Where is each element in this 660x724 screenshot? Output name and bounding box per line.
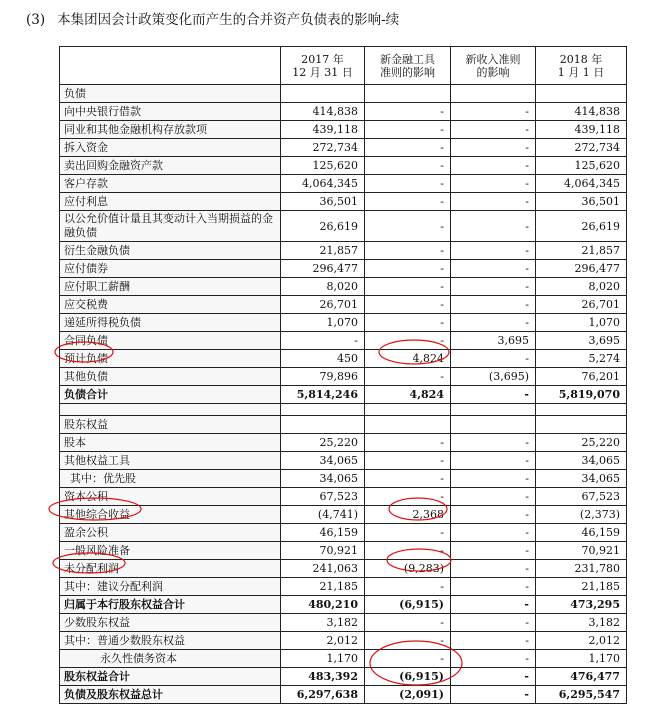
cell-new-rev — [451, 416, 536, 434]
cell-new-fin: - — [365, 542, 451, 560]
cell-new-rev: - — [451, 560, 536, 578]
row-label: 客户存款 — [60, 175, 281, 193]
table-row — [60, 332, 627, 350]
cell-new-fin: - — [365, 103, 451, 121]
cell-year2017: 70,921 — [281, 542, 365, 560]
cell-year2018: 5,274 — [536, 350, 627, 368]
cell-new-fin: - — [365, 278, 451, 296]
cell-new-fin: - — [365, 242, 451, 260]
cell-new-rev: - — [451, 434, 536, 452]
row-label: 其他负债 — [60, 368, 281, 386]
cell-new-fin: - — [365, 524, 451, 542]
cell-year2017: (4,741) — [281, 506, 365, 524]
cell-new-rev: - — [451, 193, 536, 211]
cell-new-fin: - — [365, 452, 451, 470]
row-label: 预计负债 — [60, 350, 281, 368]
row-label: 归属于本行股东权益合计 — [60, 596, 281, 614]
cell-year2017: 25,220 — [281, 434, 365, 452]
cell-year2018: 3,182 — [536, 614, 627, 632]
cell-new-rev: - — [451, 386, 536, 404]
cell-year2018: 6,295,547 — [536, 686, 627, 704]
cell-year2017: 296,477 — [281, 260, 365, 278]
header-new-financial-instruments: 新金融工具 准则的影响 — [365, 47, 451, 85]
table-row — [60, 668, 627, 686]
cell-year2017: 26,701 — [281, 296, 365, 314]
cell-year2017: 4,064,345 — [281, 175, 365, 193]
cell-new-fin — [365, 404, 451, 416]
table-row — [60, 157, 627, 175]
cell-year2017: 125,620 — [281, 157, 365, 175]
table-row — [60, 632, 627, 650]
row-label: 资本公积 — [60, 488, 281, 506]
cell-year2018: (2,373) — [536, 506, 627, 524]
cell-year2017: 2,012 — [281, 632, 365, 650]
row-label: 递延所得税负债 — [60, 314, 281, 332]
table-row — [60, 488, 627, 506]
row-label: 负债及股东权益总计 — [60, 686, 281, 704]
table-row — [60, 296, 627, 314]
row-label — [60, 404, 281, 416]
cell-year2017: 6,297,638 — [281, 686, 365, 704]
cell-new-rev: - — [451, 242, 536, 260]
cell-new-fin: 2,368 — [365, 506, 451, 524]
cell-year2018: 70,921 — [536, 542, 627, 560]
cell-year2017: 46,159 — [281, 524, 365, 542]
row-label: 向中央银行借款 — [60, 103, 281, 121]
cell-year2017: 414,838 — [281, 103, 365, 121]
cell-new-fin: - — [365, 368, 451, 386]
cell-new-rev: - — [451, 157, 536, 175]
cell-new-rev: 3,695 — [451, 332, 536, 350]
row-label: 未分配利润 — [60, 560, 281, 578]
cell-new-fin: (6,915) — [365, 668, 451, 686]
cell-new-fin — [365, 416, 451, 434]
cell-year2017: 483,392 — [281, 668, 365, 686]
table-row — [60, 452, 627, 470]
row-label: 一般风险准备 — [60, 542, 281, 560]
cell-new-fin: (2,091) — [365, 686, 451, 704]
cell-new-rev: - — [451, 524, 536, 542]
table-row — [60, 260, 627, 278]
cell-year2018: 21,185 — [536, 578, 627, 596]
cell-year2018: 296,477 — [536, 260, 627, 278]
page-title — [26, 8, 399, 28]
row-label: 盈余公积 — [60, 524, 281, 542]
cell-year2018: 8,020 — [536, 278, 627, 296]
table-row — [60, 434, 627, 452]
cell-new-rev: - — [451, 542, 536, 560]
cell-new-rev: - — [451, 488, 536, 506]
header-2018: 2018 年 1 月 1 日 — [536, 47, 627, 85]
row-label: 股东权益 — [60, 416, 281, 434]
row-label: 其中：优先股 — [60, 470, 281, 488]
section-title: 本集团因会计政策变化而产生的合并资产负债表的影响-续 — [57, 12, 400, 28]
table-row — [60, 596, 627, 614]
cell-year2018: 476,477 — [536, 668, 627, 686]
table-row — [60, 416, 627, 434]
cell-new-rev: - — [451, 139, 536, 157]
cell-year2017: 34,065 — [281, 452, 365, 470]
row-label: 其中：普通少数股东权益 — [60, 632, 281, 650]
row-label: 负债合计 — [60, 386, 281, 404]
row-label: 其中：建议分配利润 — [60, 578, 281, 596]
table-row — [60, 524, 627, 542]
cell-year2017: 8,020 — [281, 278, 365, 296]
cell-new-rev: - — [451, 614, 536, 632]
row-label: 负债 — [60, 85, 281, 103]
cell-year2018: 272,734 — [536, 139, 627, 157]
cell-year2018: 473,295 — [536, 596, 627, 614]
cell-new-fin: (6,915) — [365, 596, 451, 614]
cell-year2018: 1,070 — [536, 314, 627, 332]
cell-year2017: 34,065 — [281, 470, 365, 488]
table-row — [60, 542, 627, 560]
cell-year2018: 67,523 — [536, 488, 627, 506]
cell-year2018: 231,780 — [536, 560, 627, 578]
cell-new-fin: - — [365, 121, 451, 139]
cell-year2018 — [536, 404, 627, 416]
cell-new-rev: - — [451, 121, 536, 139]
row-label: 同业和其他金融机构存放款项 — [60, 121, 281, 139]
cell-new-rev: - — [451, 668, 536, 686]
cell-new-rev: - — [451, 260, 536, 278]
cell-new-fin: - — [365, 488, 451, 506]
cell-new-fin: - — [365, 157, 451, 175]
cell-new-rev: - — [451, 650, 536, 668]
table-row — [60, 175, 627, 193]
row-label: 其他综合收益 — [60, 506, 281, 524]
cell-new-rev: - — [451, 506, 536, 524]
row-label: 少数股东权益 — [60, 614, 281, 632]
cell-year2017: 439,118 — [281, 121, 365, 139]
row-label: 拆入资金 — [60, 139, 281, 157]
cell-year2017: 79,896 — [281, 368, 365, 386]
cell-new-fin: - — [365, 314, 451, 332]
header-new-revenue-standard: 新收入准则 的影响 — [451, 47, 536, 85]
cell-year2017: 21,185 — [281, 578, 365, 596]
cell-year2017: 272,734 — [281, 139, 365, 157]
row-label: 应付利息 — [60, 193, 281, 211]
cell-new-rev: - — [451, 452, 536, 470]
cell-new-fin: - — [365, 139, 451, 157]
table-row — [60, 121, 627, 139]
cell-year2018: 5,819,070 — [536, 386, 627, 404]
cell-year2018: 21,857 — [536, 242, 627, 260]
cell-year2018: 25,220 — [536, 434, 627, 452]
cell-new-rev: - — [451, 296, 536, 314]
cell-year2018 — [536, 85, 627, 103]
table-row — [60, 686, 627, 704]
header-blank — [60, 47, 281, 85]
cell-year2017: 1,170 — [281, 650, 365, 668]
table-row — [60, 193, 627, 211]
header-2017: 2017 年 12 月 31 日 — [281, 47, 365, 85]
balance-sheet-table — [59, 46, 627, 704]
cell-new-fin: - — [365, 296, 451, 314]
cell-year2018 — [536, 416, 627, 434]
cell-new-rev: - — [451, 470, 536, 488]
cell-new-rev — [451, 85, 536, 103]
cell-new-fin: - — [365, 470, 451, 488]
cell-new-rev: - — [451, 103, 536, 121]
cell-year2018: 439,118 — [536, 121, 627, 139]
table-row — [60, 614, 627, 632]
cell-new-fin: - — [365, 614, 451, 632]
cell-new-rev: - — [451, 578, 536, 596]
table-row — [60, 470, 627, 488]
cell-new-rev: - — [451, 278, 536, 296]
header-row — [60, 47, 627, 85]
cell-year2017: 36,501 — [281, 193, 365, 211]
table-row — [60, 650, 627, 668]
cell-year2017: 26,619 — [281, 211, 365, 242]
cell-new-fin: - — [365, 434, 451, 452]
cell-new-fin: - — [365, 260, 451, 278]
cell-year2018: 26,619 — [536, 211, 627, 242]
table-row — [60, 314, 627, 332]
row-label: 股东权益合计 — [60, 668, 281, 686]
cell-year2018: 76,201 — [536, 368, 627, 386]
row-label: 永久性债务资本 — [60, 650, 281, 668]
cell-year2018: 26,701 — [536, 296, 627, 314]
cell-year2017: 1,070 — [281, 314, 365, 332]
row-label: 应付债券 — [60, 260, 281, 278]
table-row — [60, 242, 627, 260]
cell-new-rev: - — [451, 686, 536, 704]
cell-year2018: 4,064,345 — [536, 175, 627, 193]
cell-new-fin: (9,283) — [365, 560, 451, 578]
section-number: (3) — [26, 12, 46, 28]
table-row — [60, 211, 627, 242]
cell-year2017: 21,857 — [281, 242, 365, 260]
table-row — [60, 386, 627, 404]
table-row — [60, 404, 627, 416]
cell-new-rev: - — [451, 314, 536, 332]
row-label: 衍生金融负债 — [60, 242, 281, 260]
cell-new-rev: - — [451, 632, 536, 650]
cell-year2018: 1,170 — [536, 650, 627, 668]
cell-year2018: 125,620 — [536, 157, 627, 175]
cell-new-fin: - — [365, 211, 451, 242]
cell-year2018: 414,838 — [536, 103, 627, 121]
cell-new-rev: - — [451, 175, 536, 193]
cell-year2018: 46,159 — [536, 524, 627, 542]
cell-year2018: 2,012 — [536, 632, 627, 650]
row-label: 应付职工薪酬 — [60, 278, 281, 296]
row-label: 以公允价值计量且其变动计入当期损益的金融负债 — [60, 211, 281, 242]
table-row — [60, 506, 627, 524]
row-label: 应交税费 — [60, 296, 281, 314]
cell-new-fin — [365, 85, 451, 103]
table-row — [60, 139, 627, 157]
table-row — [60, 103, 627, 121]
cell-new-fin: 4,824 — [365, 386, 451, 404]
cell-new-fin: - — [365, 578, 451, 596]
cell-year2018: 34,065 — [536, 452, 627, 470]
cell-year2018: 36,501 — [536, 193, 627, 211]
cell-new-fin: - — [365, 632, 451, 650]
cell-year2017: 450 — [281, 350, 365, 368]
cell-new-fin: 4,824 — [365, 350, 451, 368]
cell-year2018: 34,065 — [536, 470, 627, 488]
cell-new-rev: - — [451, 596, 536, 614]
row-label: 合同负债 — [60, 332, 281, 350]
cell-new-rev: (3,695) — [451, 368, 536, 386]
cell-year2017 — [281, 416, 365, 434]
cell-new-rev — [451, 404, 536, 416]
cell-year2017 — [281, 85, 365, 103]
cell-year2017: 241,063 — [281, 560, 365, 578]
cell-new-fin: - — [365, 650, 451, 668]
cell-year2017: - — [281, 332, 365, 350]
cell-new-fin: - — [365, 193, 451, 211]
table-row — [60, 350, 627, 368]
cell-new-fin: - — [365, 175, 451, 193]
table-row — [60, 368, 627, 386]
row-label: 卖出回购金融资产款 — [60, 157, 281, 175]
row-label: 股本 — [60, 434, 281, 452]
cell-new-fin: - — [365, 332, 451, 350]
table-row — [60, 578, 627, 596]
cell-year2017: 480,210 — [281, 596, 365, 614]
cell-new-rev: - — [451, 211, 536, 242]
cell-year2017: 67,523 — [281, 488, 365, 506]
cell-year2017: 3,182 — [281, 614, 365, 632]
table-row — [60, 85, 627, 103]
row-label: 其他权益工具 — [60, 452, 281, 470]
cell-year2017: 5,814,246 — [281, 386, 365, 404]
table-row — [60, 560, 627, 578]
cell-year2018: 3,695 — [536, 332, 627, 350]
cell-new-rev: - — [451, 350, 536, 368]
table-row — [60, 278, 627, 296]
cell-year2017 — [281, 404, 365, 416]
